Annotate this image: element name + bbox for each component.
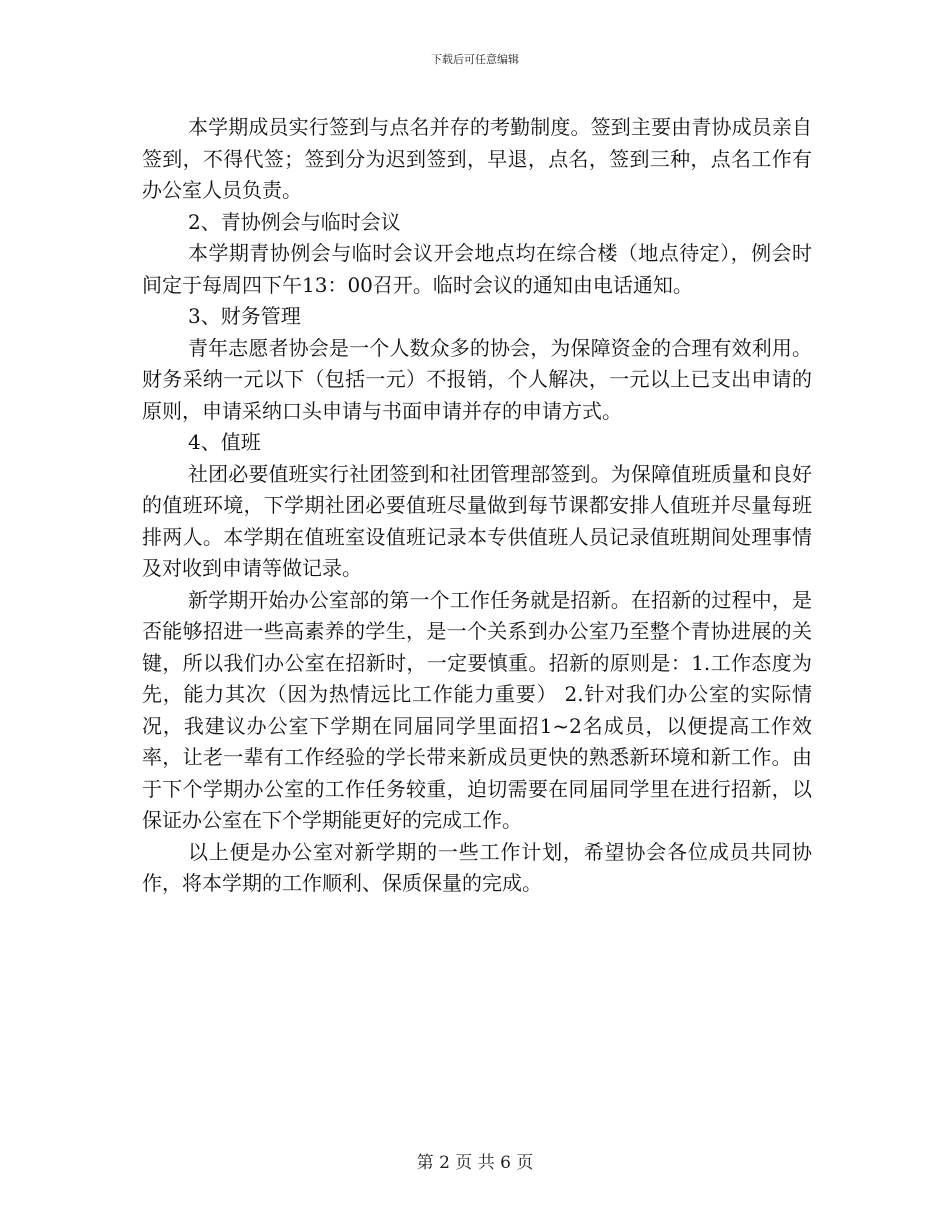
paragraph-duty: 社团必要值班实行社团签到和社团管理部签到。为保障值班质量和良好的值班环境，下学期社团必要值班尽量做到每节课都安排人值班并尽量每班排两人。本学期在值班室设值班记录本专供值班人员记录值班期间处理事情及对收到申请等做记录。 [142, 461, 812, 580]
page-number-footer: 第 2 页 共 6 页 [416, 1153, 534, 1173]
paragraph-conclusion: 以上便是办公室对新学期的一些工作计划，希望协会各位成员共同协作，将本学期的工作顺利、保质保量的完成。 [142, 839, 812, 895]
heading-finance: 3、财务管理 [188, 304, 301, 328]
paragraph-meetings: 本学期青协例会与临时会议开会地点均在综合楼（地点待定），例会时间定于每周四下午13：00召开。临时会议的通知由电话通知。 [142, 241, 812, 297]
page-header: 下载后可任意编辑 [431, 53, 519, 66]
paragraph-attendance: 本学期成员实行签到与点名并存的考勤制度。签到主要由青协成员亲自签到，不得代签；签到分为迟到签到，早退，点名，签到三种，点名工作有办公室人员负责。 [142, 115, 812, 202]
paragraph-recruitment: 新学期开始办公室部的第一个工作任务就是招新。在招新的过程中，是否能够招进一些高素养的学生，是一个关系到办公室乃至整个青协进展的关键，所以我们办公室在招新时，一定要慎重。招新的原则是：1.工作态度为先，能力其次（因为热情远比工作能力重要） 2.针对我们办公室的实际情况，我建议办公室下学期在同届同学里面招1~2名成员，以便提高工作效率，让老一辈有工作经验的学长带来新成员更快的熟悉新环境和新工作。由于下个学期办公室的工作任务较重，迫切需要在同届同学里在进行招新，以保证办公室在下个学期能更好的完成工作。 [142, 587, 812, 832]
document-body [142, 112, 812, 900]
paragraph-finance: 青年志愿者协会是一个人数众多的协会，为保障资金的合理有效利用。财务采纳一元以下（包括一元）不报销，个人解决，一元以上已支出申请的原则，申请采纳口头申请与书面申请并存的申请方式。 [142, 335, 812, 423]
heading-duty: 4、值班 [188, 430, 261, 454]
heading-meetings: 2、青协例会与临时会议 [188, 209, 401, 234]
